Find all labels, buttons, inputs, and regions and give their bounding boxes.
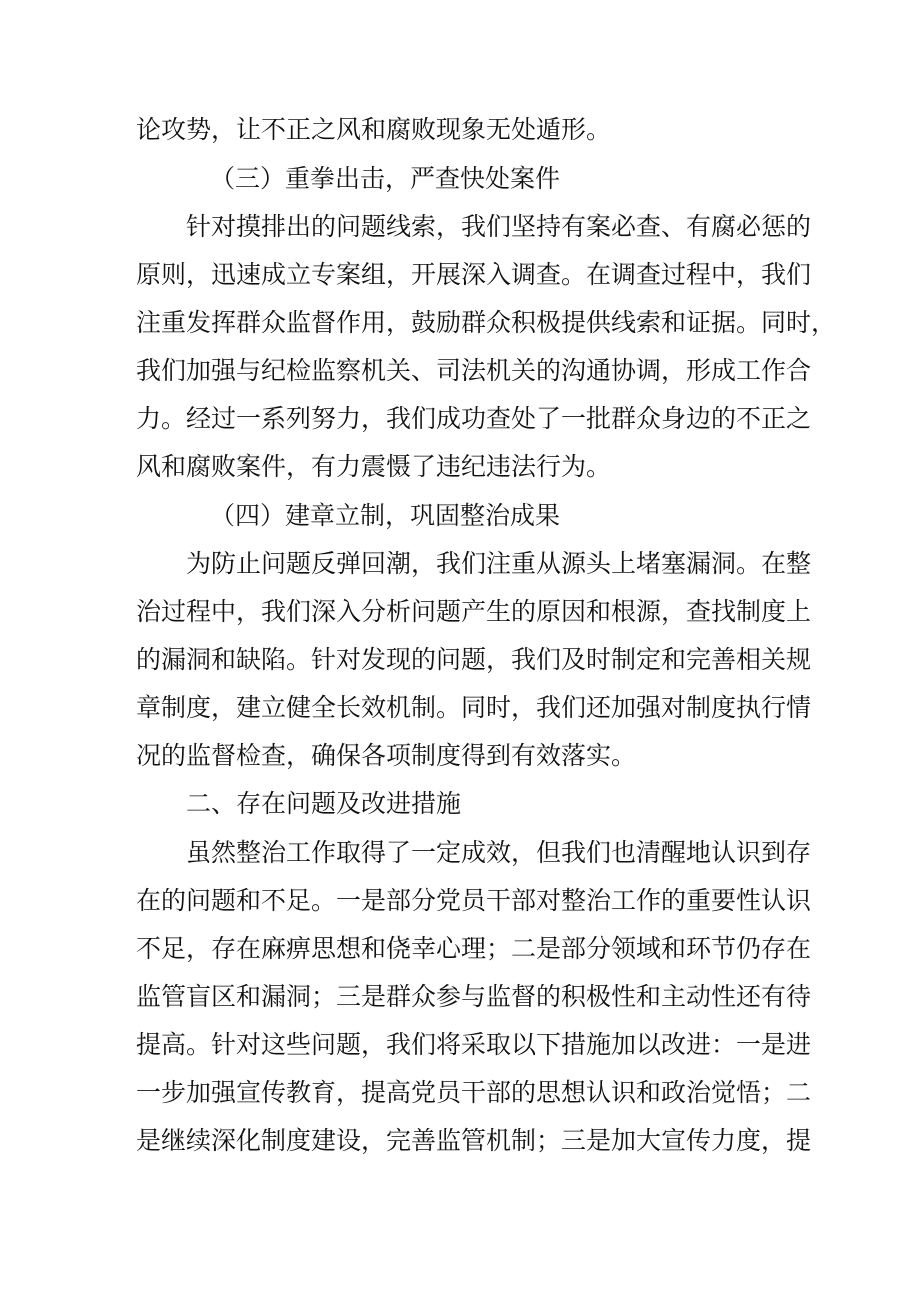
section-heading: [0, 155, 920, 203]
text-line: [0, 395, 920, 443]
line-text: 提高。针对这些问题，我们将采取以下措施加以改进：一是进: [136, 1030, 812, 1059]
text-line: [0, 1021, 920, 1069]
heading-text: （三）重拳出击，严查快处案件: [210, 164, 561, 193]
line-text: 风和腐败案件，有力震慑了违纪违法行为。: [136, 452, 612, 481]
line-text: 力。经过一系列努力，我们成功查处了一批群众身边的不正之: [136, 404, 812, 433]
line-text: 我们加强与纪检监察机关、司法机关的沟通协调，形成工作合: [136, 356, 812, 385]
text-line: [0, 299, 920, 347]
line-text: 原则，迅速成立专案组，开展深入调查。在调查过程中，我们: [136, 260, 812, 289]
line-text: 的漏洞和缺陷。针对发现的问题，我们及时制定和完善相关规: [136, 645, 812, 674]
line-text: 是继续深化制度建设，完善监管机制；三是加大宣传力度，提: [136, 1126, 812, 1155]
line-text: 在的问题和不足。一是部分党员干部对整治工作的重要性认识: [136, 886, 812, 915]
line-text: 章制度，建立健全长效机制。同时，我们还加强对制度执行情: [136, 693, 812, 722]
text-line: [0, 636, 920, 684]
text-line: [0, 540, 920, 588]
text-line: [0, 443, 920, 491]
line-text: 不足，存在麻痹思想和侥幸心理；二是部分领域和环节仍存在: [136, 934, 812, 963]
text-line: [0, 829, 920, 877]
text-line: [0, 684, 920, 732]
line-text: 注重发挥群众监督作用，鼓励群众积极提供线索和证据。同时，: [136, 308, 837, 337]
line-text: 一步加强宣传教育，提高党员干部的思想认识和政治觉悟；二: [136, 1078, 812, 1107]
heading-text: （四）建章立制，巩固整治成果: [210, 501, 561, 530]
text-line: [0, 732, 920, 780]
line-text: 治过程中，我们深入分析问题产生的原因和根源，查找制度上: [136, 597, 812, 626]
text-line: [0, 251, 920, 299]
text-line: [0, 203, 920, 251]
heading-text: 二、存在问题及改进措施: [186, 789, 462, 818]
line-text: 论攻势，让不正之风和腐败现象无处遁形。: [136, 115, 612, 144]
text-line: [0, 925, 920, 973]
text-line: [0, 1117, 920, 1165]
line-text: 况的监督检查，确保各项制度得到有效落实。: [136, 741, 637, 770]
line-text: 虽然整治工作取得了一定成效，但我们也清醒地认识到存: [186, 838, 812, 867]
section-heading: [0, 492, 920, 540]
text-line: [0, 588, 920, 636]
text-line: [0, 347, 920, 395]
line-text: 为防止问题反弹回潮，我们注重从源头上堵塞漏洞。在整: [186, 549, 812, 578]
line-text: 针对摸排出的问题线索，我们坚持有案必查、有腐必惩的: [186, 212, 812, 241]
text-line: [0, 877, 920, 925]
line-text: 监管盲区和漏洞；三是群众参与监督的积极性和主动性还有待: [136, 982, 812, 1011]
text-line: [0, 973, 920, 1021]
section-heading: [0, 780, 920, 828]
text-line: [0, 1069, 920, 1117]
text-line: [0, 106, 920, 154]
